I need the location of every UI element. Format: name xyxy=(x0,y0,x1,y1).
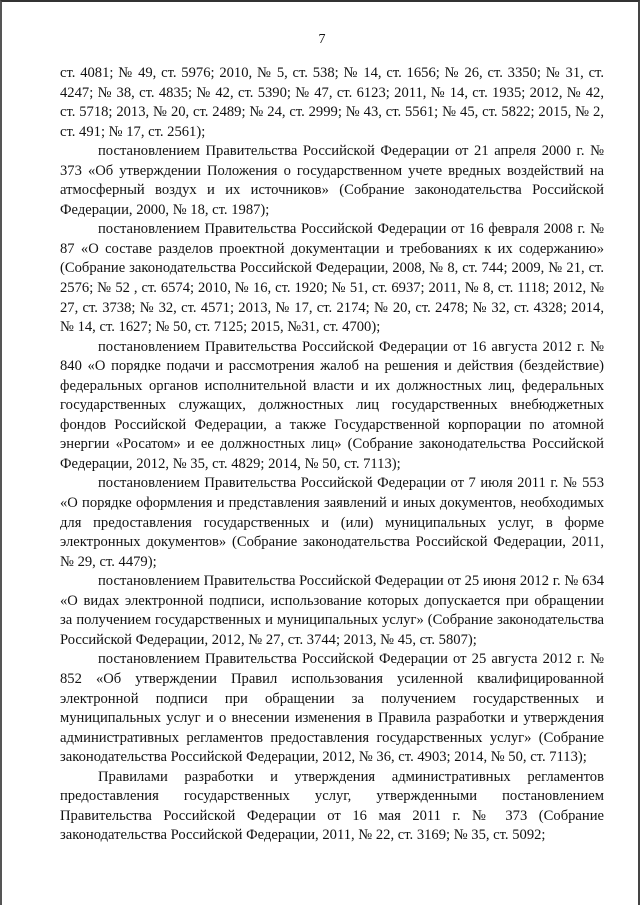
paragraph-resolution-634-2012: постановлением Правительства Российской Федерации от 25 июня 2012 г. № 634 «О видах электронной подписи, использование которых допускается при обращении за получением государственных и муниципальных услуг» (Собрание законодательства Российской Федерации, 2012, № 27, ст. 3744; 2013, № 45, ст. 5807); xyxy=(60,573,604,648)
paragraph-rules-373-2011: Правилами разработки и утверждения административных регламентов предоставления государственных услуг, утвержденными постановлением Правительства Российской Федерации от 16 мая 2011 г. № 373 (Собрание законодательства Российской Федерации, 2011, № 22, ст. 3169; № 35, ст. 5092; xyxy=(60,768,604,844)
paragraph-continuation: ст. 4081; № 49, ст. 5976; 2010, № 5, ст. 538; № 14, ст. 1656; № 26, ст. 3350; № 31, ст. 4247; № 38, ст. 4835; № 42, ст. 5390; № 47, ст. 6123; 2011, № 14, ст. 1935; 2012, № 42, ст. 5718; 2013, № 20, ст. 2489; № 24, ст. 2999; № 43, ст. 5561; № 45, ст. 5822; 2015, № 2, ст. 491; № 17, ст. 2561); xyxy=(60,65,604,140)
paragraph-resolution-373-2000: постановлением Правительства Российской Федерации от 21 апреля 2000 г. № 373 «Об утверждении Положения о государственном учете вредных воздействий на атмосферный воздух и их источников» (Собрание законодательства Российской Федерации, 2000, № 18, ст. 1987); xyxy=(60,143,604,218)
page-number: 7 xyxy=(318,32,326,47)
paragraph-resolution-840-2012: постановлением Правительства Российской Федерации от 16 августа 2012 г. № 840 «О порядке подачи и рассмотрения жалоб на решения и действия (бездействие) федеральных органов исполнительной власти и их должностных лиц, федеральных государственных служащих, должностных лиц государственных внебюджетных фондов Российской Федерации, а также Государственной корпорации по атомной энергии «Росатом» и ее должностных лиц» (Собрание законодательства Российской Федерации, 2012, № 35, ст. 4829; 2014, № 50, ст. 7113); xyxy=(60,338,604,472)
paragraph-resolution-87-2008: постановлением Правительства Российской Федерации от 16 февраля 2008 г. № 87 «О составе разделов проектной документации и требованиях к их содержанию» (Собрание законодательства Российской Федерации, 2008, № 8, ст. 744; 2009, № 21, ст. 2576; № 52 , ст. 6574; 2010, № 16, ст. 1920; № 51, ст. 6937; 2011, № 8, ст. 1118; 2012, № 27, ст. 3738; № 32, ст. 4571; 2013, № 17, ст. 2174; № 20, ст. 2478; № 32, ст. 4328; 2014, № 14, ст. 1627; № 50, ст. 7125; 2015, №31, ст. 4700); xyxy=(60,221,604,336)
document-body xyxy=(60,64,604,846)
paragraph-resolution-852-2012: постановлением Правительства Российской Федерации от 25 августа 2012 г. № 852 «Об утверждении Правил использования усиленной квалифицированной электронной подписи при обращении за получением государственных и муниципальных услуг и о внесении изменения в Правила разработки и утверждения административных регламентов предоставления государственных услуг» (Собрание законодательства Российской Федерации, 2012, № 36, ст. 4903; 2014, № 50, ст. 7113); xyxy=(60,651,604,766)
paragraph-resolution-553-2011: постановлением Правительства Российской Федерации от 7 июля 2011 г. № 553 «О порядке оформления и представления заявлений и иных документов, необходимых для предоставления государственных и (или) муниципальных услуг, в форме электронных документов» (Собрание законодательства Российской Федерации, 2011, № 29, ст. 4479); xyxy=(60,475,604,570)
